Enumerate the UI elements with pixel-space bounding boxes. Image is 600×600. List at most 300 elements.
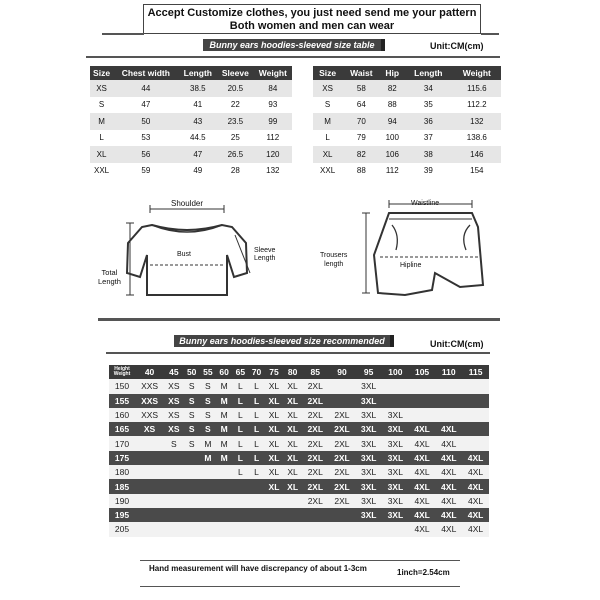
height-cell: 205 — [109, 522, 135, 536]
table-row — [90, 146, 292, 163]
cell: 47 — [179, 146, 217, 163]
height-cell: 190 — [109, 494, 135, 508]
weight-header: 95 — [355, 365, 382, 379]
size-cell: S — [200, 422, 216, 436]
weight-header: 70 — [248, 365, 264, 379]
cell: L — [313, 130, 342, 147]
size-cell: 4XL — [462, 451, 489, 465]
footer-rule-bottom — [140, 586, 460, 587]
size-cell — [283, 508, 302, 522]
size-cell: 4XL — [409, 522, 436, 536]
size-cell: 2XL — [329, 408, 356, 422]
cell: 50 — [113, 113, 178, 130]
size-cell — [462, 379, 489, 393]
size-cell: 4XL — [462, 479, 489, 493]
size-cell — [302, 508, 329, 522]
weight-header: 50 — [184, 365, 200, 379]
size-cell — [164, 522, 183, 536]
weight-header: 110 — [435, 365, 462, 379]
size-cell: 2XL — [329, 494, 356, 508]
size-cell: XS — [164, 422, 183, 436]
length-word: length — [324, 261, 344, 268]
cell: 39 — [404, 163, 453, 180]
cell: 70 — [342, 113, 380, 130]
size-cell: XL — [283, 479, 302, 493]
table-row — [109, 479, 489, 493]
size-cell: 3XL — [355, 494, 382, 508]
size-cell — [283, 494, 302, 508]
size-cell: XL — [265, 451, 284, 465]
size-cell — [135, 508, 164, 522]
size-cell: XL — [265, 465, 284, 479]
cell: S — [90, 97, 113, 114]
table-row — [313, 80, 501, 97]
table-row — [109, 451, 489, 465]
header-rule-right — [481, 33, 499, 35]
size-cell — [329, 508, 356, 522]
size-cell — [184, 465, 200, 479]
cell: 38 — [404, 146, 453, 163]
size-cell — [462, 422, 489, 436]
size-cell: 4XL — [462, 494, 489, 508]
recommended-unit: Unit:CM(cm) — [430, 339, 484, 349]
size-cell: XXS — [135, 408, 164, 422]
cell: 47 — [113, 97, 178, 114]
size-cell — [302, 522, 329, 536]
trousers-word: Trousers — [320, 252, 348, 259]
hipline-label: Hipline — [400, 262, 422, 269]
size-cell: M — [216, 379, 232, 393]
size-cell: M — [216, 408, 232, 422]
col-header: Length — [404, 66, 453, 80]
cell: 56 — [113, 146, 178, 163]
size-cell: 2XL — [302, 494, 329, 508]
size-cell: L — [248, 436, 264, 450]
size-cell: 3XL — [382, 479, 409, 493]
cell: 58 — [342, 80, 380, 97]
size-cell — [462, 436, 489, 450]
size-cell: L — [232, 451, 248, 465]
size-cell — [135, 451, 164, 465]
size-cell: 4XL — [462, 508, 489, 522]
size-cell: S — [184, 422, 200, 436]
size-cell — [409, 379, 436, 393]
table-row — [109, 522, 489, 536]
total-word: Total — [101, 268, 118, 277]
cell: 132 — [254, 163, 292, 180]
header-line-1: Accept Customize clothes, you just need send me your pattern — [147, 7, 477, 19]
shorts-diagram — [320, 195, 505, 310]
cell: S — [313, 97, 342, 114]
size-table-title: Bunny ears hoodies-sleeved size table — [203, 39, 385, 51]
size-cell — [164, 479, 183, 493]
size-cell — [200, 479, 216, 493]
height-cell: 185 — [109, 479, 135, 493]
size-cell: 4XL — [435, 522, 462, 536]
size-cell: XL — [283, 379, 302, 393]
size-cell: 2XL — [302, 379, 329, 393]
weight-header: 55 — [200, 365, 216, 379]
size-cell: 2XL — [302, 479, 329, 493]
size-cell: 4XL — [409, 451, 436, 465]
size-cell: 4XL — [409, 436, 436, 450]
size-cell: 3XL — [382, 465, 409, 479]
size-cell — [329, 522, 356, 536]
table-row — [90, 97, 292, 114]
size-cell — [164, 494, 183, 508]
total-length-label — [98, 268, 121, 286]
size-cell: 4XL — [462, 522, 489, 536]
cell: 112 — [381, 163, 405, 180]
size-cell: XL — [283, 422, 302, 436]
size-cell — [216, 479, 232, 493]
size-cell — [435, 394, 462, 408]
cell: 49 — [179, 163, 217, 180]
size-cell: 2XL — [302, 436, 329, 450]
recommended-title: Bunny ears hoodies-sleeved size recommended — [174, 335, 394, 347]
cell: 26.5 — [217, 146, 254, 163]
cell: 44.5 — [179, 130, 217, 147]
size-cell: 3XL — [382, 508, 409, 522]
weight-header: 40 — [135, 365, 164, 379]
size-cell — [409, 408, 436, 422]
col-header: Weight — [254, 66, 292, 80]
size-cell: XL — [265, 379, 284, 393]
size-cell — [265, 508, 284, 522]
size-cell: L — [248, 408, 264, 422]
col-header: Chest width — [113, 66, 178, 80]
size-cell: 2XL — [302, 394, 329, 408]
size-cell — [184, 494, 200, 508]
size-cell — [200, 494, 216, 508]
size-cell: M — [216, 436, 232, 450]
cell: 59 — [113, 163, 178, 180]
table-row — [313, 130, 501, 147]
size-cell: 4XL — [409, 465, 436, 479]
size-cell: XL — [265, 394, 284, 408]
table-row — [109, 422, 489, 436]
size-cell: 4XL — [462, 465, 489, 479]
height-cell: 150 — [109, 379, 135, 393]
size-cell: 3XL — [355, 508, 382, 522]
height-cell: 175 — [109, 451, 135, 465]
table-row — [109, 394, 489, 408]
size-cell: XS — [135, 422, 164, 436]
size-cell: L — [232, 379, 248, 393]
size-cell: L — [248, 451, 264, 465]
cell: 120 — [254, 146, 292, 163]
size-cell: XL — [283, 451, 302, 465]
size-cell: 3XL — [355, 436, 382, 450]
cell: 23.5 — [217, 113, 254, 130]
height-cell: 160 — [109, 408, 135, 422]
weight-header: 100 — [382, 365, 409, 379]
table-row — [109, 379, 489, 393]
size-cell — [355, 522, 382, 536]
size-cell — [135, 522, 164, 536]
size-cell — [200, 522, 216, 536]
measurement-note: Hand measurement will have discrepancy of about 1-3cm — [149, 564, 367, 573]
table-row — [109, 465, 489, 479]
size-cell — [184, 508, 200, 522]
col-header: Size — [90, 66, 113, 80]
size-cell: XS — [164, 408, 183, 422]
size-cell: 4XL — [409, 494, 436, 508]
col-header: Sleeve — [217, 66, 254, 80]
cell: 88 — [342, 163, 380, 180]
trousers-length-label — [320, 251, 347, 269]
cell: 82 — [381, 80, 405, 97]
height-cell: 165 — [109, 422, 135, 436]
size-cell — [164, 465, 183, 479]
weight-header: 115 — [462, 365, 489, 379]
size-cell: S — [164, 436, 183, 450]
weight-header: 45 — [164, 365, 183, 379]
size-cell — [135, 465, 164, 479]
table-header-row — [109, 365, 489, 379]
size-cell: 2XL — [302, 408, 329, 422]
size-cell: 3XL — [355, 479, 382, 493]
header-rule-left — [102, 33, 144, 35]
size-cell — [248, 479, 264, 493]
size-cell — [200, 508, 216, 522]
cell: 115.6 — [453, 80, 501, 97]
table-row — [90, 113, 292, 130]
size-cell — [135, 479, 164, 493]
size-cell — [164, 451, 183, 465]
cell: 146 — [453, 146, 501, 163]
size-cell — [184, 451, 200, 465]
size-cell — [462, 408, 489, 422]
size-cell — [435, 408, 462, 422]
size-cell: L — [248, 422, 264, 436]
size-cell: S — [200, 394, 216, 408]
cell: 25 — [217, 130, 254, 147]
cell: 93 — [254, 97, 292, 114]
col-header: Waist — [342, 66, 380, 80]
size-cell: S — [184, 408, 200, 422]
size-cell — [329, 379, 356, 393]
size-cell: L — [232, 436, 248, 450]
size-cell: XS — [164, 394, 183, 408]
table-row — [109, 494, 489, 508]
cell: XXL — [90, 163, 113, 180]
size-cell — [184, 522, 200, 536]
table-row — [90, 163, 292, 180]
size-cell — [200, 465, 216, 479]
size-cell: 3XL — [355, 451, 382, 465]
size-cell: L — [232, 465, 248, 479]
waistline-label: Waistline — [411, 200, 440, 207]
size-cell — [248, 494, 264, 508]
size-cell — [382, 522, 409, 536]
size-cell: XL — [265, 479, 284, 493]
section-rule — [98, 318, 500, 321]
size-cell: XL — [265, 436, 284, 450]
size-cell — [462, 394, 489, 408]
size-cell: XL — [283, 408, 302, 422]
size-cell: S — [184, 379, 200, 393]
weight-header: 90 — [329, 365, 356, 379]
size-cell: M — [216, 422, 232, 436]
size-cell: 4XL — [435, 436, 462, 450]
size-cell: 4XL — [409, 479, 436, 493]
size-cell: 2XL — [302, 451, 329, 465]
size-cell: 4XL — [435, 494, 462, 508]
cell: 53 — [113, 130, 178, 147]
cell: 41 — [179, 97, 217, 114]
cell: XXL — [313, 163, 342, 180]
size-cell — [265, 494, 284, 508]
size-cell: L — [248, 394, 264, 408]
cell: 84 — [254, 80, 292, 97]
size-cell: 4XL — [435, 422, 462, 436]
weight-header: 105 — [409, 365, 436, 379]
table-row — [109, 408, 489, 422]
size-cell — [232, 508, 248, 522]
size-cell — [232, 494, 248, 508]
cell: 64 — [342, 97, 380, 114]
size-cell — [184, 479, 200, 493]
table-header-row — [90, 66, 292, 80]
size-cell: 3XL — [355, 394, 382, 408]
inch-conversion: 1inch=2.54cm — [397, 568, 450, 577]
size-cell: 2XL — [329, 422, 356, 436]
weight-header: 75 — [265, 365, 284, 379]
size-cell: 4XL — [409, 508, 436, 522]
col-header: Weight — [453, 66, 501, 80]
cell: 28 — [217, 163, 254, 180]
col-header: Length — [179, 66, 217, 80]
cell: M — [90, 113, 113, 130]
table-row — [313, 146, 501, 163]
size-cell: 3XL — [382, 408, 409, 422]
size-cell: 4XL — [435, 465, 462, 479]
length-word: Length — [98, 277, 121, 286]
cell: 79 — [342, 130, 380, 147]
size-cell: XS — [164, 379, 183, 393]
height-cell: 170 — [109, 436, 135, 450]
cell: 22 — [217, 97, 254, 114]
size-cell: 3XL — [382, 436, 409, 450]
cell: 44 — [113, 80, 178, 97]
size-cell: 3XL — [382, 494, 409, 508]
size-cell: S — [184, 394, 200, 408]
size-cell: 2XL — [329, 479, 356, 493]
bust-label: Bust — [177, 251, 192, 258]
size-cell: 3XL — [382, 422, 409, 436]
weight-header: 80 — [283, 365, 302, 379]
size-cell — [265, 522, 284, 536]
cell: L — [90, 130, 113, 147]
table-row — [90, 130, 292, 147]
size-cell: XL — [265, 422, 284, 436]
size-cell: S — [200, 379, 216, 393]
sleeve-word: Sleeve — [254, 247, 276, 254]
size-cell: 2XL — [302, 422, 329, 436]
size-cell — [135, 494, 164, 508]
size-cell: 4XL — [435, 479, 462, 493]
height-cell: 180 — [109, 465, 135, 479]
size-cell: XL — [283, 436, 302, 450]
size-cell — [248, 508, 264, 522]
size-cell — [164, 508, 183, 522]
shoulder-label: Shoulder — [171, 199, 204, 208]
cell: XS — [313, 80, 342, 97]
table-row — [313, 97, 501, 114]
footer-rule-top — [140, 560, 460, 561]
size-cell — [435, 379, 462, 393]
size-cell: XXS — [135, 379, 164, 393]
size-cell: L — [248, 465, 264, 479]
cell: 132 — [453, 113, 501, 130]
cell: 43 — [179, 113, 217, 130]
cell: 82 — [342, 146, 380, 163]
cell: 88 — [381, 97, 405, 114]
height-cell: 195 — [109, 508, 135, 522]
size-cell — [232, 479, 248, 493]
top-garment-diagram — [92, 195, 282, 310]
weight-header: 85 — [302, 365, 329, 379]
cell: 36 — [404, 113, 453, 130]
cell: XL — [313, 146, 342, 163]
size-cell: 3XL — [355, 422, 382, 436]
cell: 112 — [254, 130, 292, 147]
cell: XS — [90, 80, 113, 97]
size-cell: XL — [265, 408, 284, 422]
size-cell — [283, 522, 302, 536]
col-header: Hip — [381, 66, 405, 80]
size-cell: 2XL — [329, 451, 356, 465]
cell: 94 — [381, 113, 405, 130]
size-cell: 3XL — [355, 379, 382, 393]
table-row — [90, 80, 292, 97]
cell: 20.5 — [217, 80, 254, 97]
bottom-size-table — [313, 66, 501, 179]
size-cell — [135, 436, 164, 450]
height-cell: 155 — [109, 394, 135, 408]
top-size-table — [90, 66, 292, 179]
size-cell: M — [200, 436, 216, 450]
size-cell — [409, 394, 436, 408]
size-cell — [216, 508, 232, 522]
size-cell — [329, 394, 356, 408]
size-cell: 2XL — [329, 465, 356, 479]
cell: 99 — [254, 113, 292, 130]
col-header: Size — [313, 66, 342, 80]
table-header-row — [313, 66, 501, 80]
size-cell: 3XL — [382, 451, 409, 465]
size-cell: L — [248, 379, 264, 393]
size-cell: S — [184, 436, 200, 450]
table-row — [313, 113, 501, 130]
size-cell: M — [216, 394, 232, 408]
cell: 154 — [453, 163, 501, 180]
size-cell: 3XL — [355, 465, 382, 479]
size-cell: M — [200, 451, 216, 465]
weight-header: 65 — [232, 365, 248, 379]
cell: 38.5 — [179, 80, 217, 97]
cell: 106 — [381, 146, 405, 163]
size-cell: L — [232, 394, 248, 408]
size-cell — [382, 379, 409, 393]
sleeve-length-label — [254, 247, 275, 263]
size-cell: S — [200, 408, 216, 422]
cell: 100 — [381, 130, 405, 147]
size-cell: L — [232, 408, 248, 422]
size-cell: 2XL — [302, 465, 329, 479]
size-cell — [232, 522, 248, 536]
